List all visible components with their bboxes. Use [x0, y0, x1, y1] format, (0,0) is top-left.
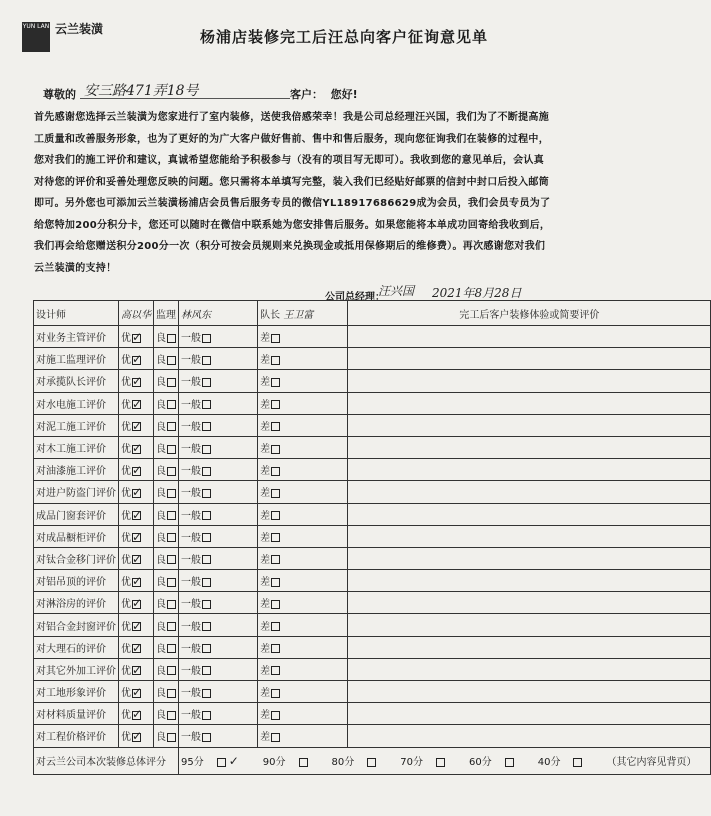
rating-option[interactable]: 一般	[179, 525, 258, 547]
row-label: 对其它外加工评价	[34, 658, 119, 680]
checkbox[interactable]	[436, 758, 445, 767]
table-row	[34, 481, 711, 503]
checkbox[interactable]	[202, 644, 211, 653]
rating-option[interactable]: 一般	[179, 503, 258, 525]
rating-option[interactable]: 良	[154, 414, 179, 436]
row-label: 对铝吊顶的评价	[34, 570, 119, 592]
checkbox[interactable]	[271, 334, 280, 343]
checkbox[interactable]	[202, 467, 211, 476]
check-mark-icon: ✓	[132, 352, 143, 367]
rating-option[interactable]: 优✓	[119, 570, 154, 592]
row-label: 对承揽队长评价	[34, 370, 119, 392]
checkbox[interactable]	[167, 644, 176, 653]
rating-option[interactable]: 优✓	[119, 547, 154, 569]
page-title: 杨浦店装修完工后汪总向客户征询意见单	[200, 28, 489, 46]
comment-cell[interactable]	[348, 636, 711, 658]
row-label: 对淋浴房的评价	[34, 592, 119, 614]
checkbox[interactable]	[167, 400, 176, 409]
rating-option[interactable]: 差	[258, 658, 348, 680]
checkbox[interactable]	[167, 555, 176, 564]
rating-option[interactable]: 差	[258, 503, 348, 525]
checkbox[interactable]	[367, 758, 376, 767]
checkbox[interactable]	[202, 511, 211, 520]
rating-option[interactable]: 差	[258, 436, 348, 458]
check-mark-icon: ✓	[132, 396, 143, 411]
checkbox[interactable]	[271, 578, 280, 587]
checkbox[interactable]	[271, 733, 280, 742]
rating-option[interactable]: 差	[258, 459, 348, 481]
row-label: 对工程价格评价	[34, 725, 119, 747]
rating-option[interactable]: 良	[154, 681, 179, 703]
rating-option[interactable]: 一般	[179, 326, 258, 348]
rating-option[interactable]: 差	[258, 636, 348, 658]
table-row	[34, 326, 711, 348]
table-row	[34, 547, 711, 569]
row-label: 对大理石的评价	[34, 636, 119, 658]
checkbox[interactable]	[167, 356, 176, 365]
score-option[interactable]: 90分	[263, 757, 320, 768]
letter-paragraph: 首先感谢您选择云兰装潢为您家进行了室内装修，送使我倍感荣幸！我是公司总经理汪兴国，我们为了不断提高施工质量和改善服务形象，也为了更好的为广大客户做好售前、售中和售后服务，现向您征询我们在装修的过程中，您对我们的施工评价和建议，真诚希望您能给予积极参与（没有的项目写无即可）。我收到您的意见单后，会认真对待您的评价和妥善处理您反映的问题。您只需将本单填写完整，装入我们已经贴好邮票的信封中封口后投入邮筒即可。另外您也可添加云兰装潢杨浦店会员售后服务专员的微信YL18917686629成为会员，我们会员专员为了给您特加200分积分卡，您还可以随时在微信中联系她为您安排售后服务。如果您能将本单成功回寄给我收到后，我们再会给您赠送积分200分一次（积分可按会员规则来兑换现金或抵用保修期后的维修费）。再次感谢您对我们云兰装潢的支持！	[34, 112, 551, 274]
checkbox[interactable]	[573, 758, 582, 767]
logo-badge: YUN LAN	[22, 22, 50, 52]
check-mark-icon: ✓	[132, 529, 143, 544]
rating-option[interactable]: 优✓	[119, 725, 154, 747]
checkbox[interactable]	[202, 422, 211, 431]
check-mark-icon: ✓	[132, 596, 143, 611]
rating-option[interactable]: 一般	[179, 570, 258, 592]
rating-option[interactable]: 优✓	[119, 392, 154, 414]
rating-option[interactable]: 差	[258, 703, 348, 725]
company-logo	[22, 22, 108, 52]
rating-option[interactable]: 良	[154, 392, 179, 414]
row-label: 对业务主管评价	[34, 326, 119, 348]
row-label: 对工地形象评价	[34, 681, 119, 703]
checkbox[interactable]	[167, 711, 176, 720]
check-mark-icon: ✓	[132, 463, 143, 478]
row-label: 对材料质量评价	[34, 703, 119, 725]
checkbox[interactable]	[217, 758, 226, 767]
row-label: 成品门窗套评价	[34, 503, 119, 525]
rating-option[interactable]: 良	[154, 481, 179, 503]
checkbox[interactable]	[271, 644, 280, 653]
table-row	[34, 459, 711, 481]
salutation: 尊敬的	[43, 88, 76, 101]
rating-option[interactable]: 差	[258, 392, 348, 414]
rating-option[interactable]: 差	[258, 414, 348, 436]
check-mark-icon: ✓	[132, 418, 143, 433]
comment-cell[interactable]	[348, 570, 711, 592]
table-row	[34, 592, 711, 614]
address-underline	[80, 98, 290, 99]
rating-option[interactable]: 一般	[179, 348, 258, 370]
comment-cell[interactable]	[348, 592, 711, 614]
row-label: 对铝合金封窗评价	[34, 614, 119, 636]
rating-option[interactable]: 差	[258, 547, 348, 569]
rating-option[interactable]: 优✓	[119, 503, 154, 525]
row-label: 对泥工施工评价	[34, 414, 119, 436]
checkbox[interactable]	[202, 533, 211, 542]
checkbox[interactable]	[202, 622, 211, 631]
greeting-text: 您好!	[330, 88, 358, 101]
checkbox[interactable]	[167, 334, 176, 343]
row-label: 对水电施工评价	[34, 392, 119, 414]
rating-option[interactable]: 差	[258, 725, 348, 747]
comment-cell[interactable]	[348, 481, 711, 503]
rating-option[interactable]: 良	[154, 614, 179, 636]
manager-signature: 汪兴国	[378, 284, 415, 298]
table-row	[34, 614, 711, 636]
checkbox[interactable]	[202, 555, 211, 564]
checkbox[interactable]	[202, 334, 211, 343]
comment-cell[interactable]	[348, 392, 711, 414]
rating-option[interactable]: 优✓	[119, 636, 154, 658]
checkbox[interactable]	[271, 555, 280, 564]
checkbox[interactable]	[202, 666, 211, 675]
rating-option[interactable]: 良	[154, 326, 179, 348]
comment-cell[interactable]	[348, 614, 711, 636]
check-mark-icon: ✓	[132, 330, 143, 345]
checkbox[interactable]	[505, 758, 514, 767]
rating-option[interactable]: 良	[154, 436, 179, 458]
check-mark-icon: ✓	[132, 729, 143, 744]
rating-option[interactable]: 良	[154, 570, 179, 592]
rating-option[interactable]: 优✓	[119, 658, 154, 680]
rating-option[interactable]: 优✓	[119, 681, 154, 703]
checkbox[interactable]	[167, 578, 176, 587]
checkbox[interactable]	[167, 533, 176, 542]
checkbox[interactable]	[167, 622, 176, 631]
rating-option[interactable]: 差	[258, 481, 348, 503]
checkbox[interactable]	[271, 600, 280, 609]
checkbox[interactable]	[167, 666, 176, 675]
rating-option[interactable]: 差	[258, 370, 348, 392]
rating-option[interactable]: 优✓	[119, 481, 154, 503]
table-row	[34, 636, 711, 658]
checkbox[interactable]	[202, 489, 211, 498]
rating-option[interactable]: 一般	[179, 592, 258, 614]
rating-option[interactable]: 优✓	[119, 414, 154, 436]
check-mark-icon: ✓	[132, 662, 143, 677]
row-label: 对成品橱柜评价	[34, 525, 119, 547]
rating-option[interactable]: 一般	[179, 614, 258, 636]
row-label: 对施工监理评价	[34, 348, 119, 370]
checkbox[interactable]	[202, 711, 211, 720]
check-mark-icon: ✓	[132, 707, 143, 722]
checkbox[interactable]	[167, 733, 176, 742]
checkbox[interactable]	[271, 445, 280, 454]
checkbox[interactable]	[167, 445, 176, 454]
supervisor-label: 监理	[154, 301, 179, 326]
overall-label: 对云兰公司本次装修总体评分	[34, 747, 179, 774]
comment-cell[interactable]	[348, 326, 711, 348]
rating-option[interactable]: 良	[154, 703, 179, 725]
score-option[interactable]: 60分	[469, 757, 526, 768]
rating-option[interactable]: 差	[258, 570, 348, 592]
checkbox[interactable]	[202, 356, 211, 365]
checkbox[interactable]	[167, 467, 176, 476]
rating-option[interactable]: 差	[258, 681, 348, 703]
rating-option[interactable]: 一般	[179, 703, 258, 725]
rating-option[interactable]: 一般	[179, 636, 258, 658]
rating-option[interactable]: 良	[154, 525, 179, 547]
checkbox[interactable]	[167, 489, 176, 498]
check-mark-icon: ✓	[132, 618, 143, 633]
comment-cell[interactable]	[348, 414, 711, 436]
table-row	[34, 681, 711, 703]
checkbox[interactable]	[271, 711, 280, 720]
table-row	[34, 348, 711, 370]
checkbox[interactable]	[202, 578, 211, 587]
row-label: 对木工施工评价	[34, 436, 119, 458]
checkbox[interactable]	[271, 467, 280, 476]
checkbox[interactable]	[202, 600, 211, 609]
overall-score-row	[34, 747, 711, 774]
table-row	[34, 725, 711, 747]
checkbox[interactable]	[202, 400, 211, 409]
rating-option[interactable]: 优✓	[119, 459, 154, 481]
comment-cell[interactable]	[348, 503, 711, 525]
table-row	[34, 570, 711, 592]
table-row	[34, 525, 711, 547]
rating-option[interactable]: 差	[258, 525, 348, 547]
checkbox[interactable]	[167, 511, 176, 520]
checkbox[interactable]	[271, 356, 280, 365]
rating-option[interactable]: 优✓	[119, 436, 154, 458]
comment-cell[interactable]	[348, 547, 711, 569]
check-mark-icon: ✓	[132, 441, 143, 456]
rating-option[interactable]: 一般	[179, 725, 258, 747]
checkbox[interactable]	[271, 422, 280, 431]
rating-option[interactable]: 一般	[179, 547, 258, 569]
table-row	[34, 370, 711, 392]
overall-scores	[179, 747, 711, 774]
check-mark-icon: ✓	[132, 685, 143, 700]
designer-name[interactable]: 高以华	[119, 301, 154, 326]
rating-option[interactable]: 差	[258, 326, 348, 348]
checkbox[interactable]	[202, 733, 211, 742]
checkbox[interactable]	[202, 445, 211, 454]
comment-cell[interactable]	[348, 370, 711, 392]
sign-date: 2021年8月28日	[432, 286, 522, 300]
rating-option[interactable]: 一般	[179, 481, 258, 503]
table-row	[34, 392, 711, 414]
checkbox[interactable]	[271, 622, 280, 631]
comment-cell[interactable]	[348, 525, 711, 547]
checkbox[interactable]	[167, 378, 176, 387]
row-label: 对油漆施工评价	[34, 459, 119, 481]
rating-option[interactable]: 一般	[179, 370, 258, 392]
score-option[interactable]: 80分	[332, 757, 389, 768]
rating-option[interactable]: 一般	[179, 681, 258, 703]
rating-option[interactable]: 差	[258, 614, 348, 636]
checkbox[interactable]	[271, 378, 280, 387]
rating-option[interactable]: 一般	[179, 392, 258, 414]
rating-option[interactable]: 良	[154, 370, 179, 392]
check-mark-icon: ✓	[132, 551, 143, 566]
checkbox[interactable]	[167, 600, 176, 609]
table-header	[34, 301, 711, 326]
table-row	[34, 414, 711, 436]
table-row	[34, 436, 711, 458]
rating-option[interactable]: 良	[154, 348, 179, 370]
checkbox[interactable]	[271, 511, 280, 520]
row-label: 对进户防盗门评价	[34, 481, 119, 503]
checkbox[interactable]	[167, 689, 176, 698]
check-mark-icon: ✓	[132, 374, 143, 389]
check-mark-icon: ✓	[132, 485, 143, 500]
greeting	[290, 86, 358, 102]
rating-option[interactable]: 良	[154, 636, 179, 658]
check-mark-icon: ✓	[228, 754, 239, 769]
rating-option[interactable]: 优✓	[119, 348, 154, 370]
rating-option[interactable]: 一般	[179, 658, 258, 680]
check-mark-icon: ✓	[132, 574, 143, 589]
overall-note: （其它内容见背页）	[606, 757, 697, 769]
rating-option[interactable]: 优✓	[119, 703, 154, 725]
rating-option[interactable]: 良	[154, 459, 179, 481]
check-mark-icon: ✓	[132, 507, 143, 522]
rating-option[interactable]: 优✓	[119, 592, 154, 614]
comment-cell[interactable]	[348, 658, 711, 680]
address-field[interactable]: 安三路471弄18号	[84, 83, 199, 99]
score-option[interactable]: 40分	[538, 757, 595, 768]
comment-cell[interactable]	[348, 436, 711, 458]
leader-label: 队长 王卫富	[258, 301, 348, 326]
table-row	[34, 503, 711, 525]
checkbox[interactable]	[167, 422, 176, 431]
score-option[interactable]: 95分 ✓	[181, 754, 239, 769]
rating-table	[33, 300, 711, 775]
checkbox[interactable]	[271, 489, 280, 498]
comment-cell[interactable]	[348, 703, 711, 725]
rating-option[interactable]: 一般	[179, 436, 258, 458]
comment-cell[interactable]	[348, 348, 711, 370]
rating-option[interactable]: 优✓	[119, 326, 154, 348]
score-option[interactable]: 70分	[400, 757, 457, 768]
rating-option[interactable]: 良	[154, 503, 179, 525]
comment-cell[interactable]	[348, 459, 711, 481]
checkbox[interactable]	[271, 689, 280, 698]
rating-option[interactable]: 差	[258, 592, 348, 614]
row-label: 对钛合金移门评价	[34, 547, 119, 569]
rating-option[interactable]: 优✓	[119, 370, 154, 392]
comment-header: 完工后客户装修体验或简要评价	[348, 301, 711, 326]
rating-option[interactable]: 差	[258, 348, 348, 370]
checkbox[interactable]	[271, 400, 280, 409]
rating-option[interactable]: 良	[154, 658, 179, 680]
checkbox[interactable]	[271, 666, 280, 675]
logo-text: 云兰装潢	[55, 22, 104, 36]
rating-option[interactable]: 良	[154, 592, 179, 614]
checkbox[interactable]	[202, 378, 211, 387]
supervisor-name[interactable]: 林风东	[179, 301, 258, 326]
rating-option[interactable]: 优✓	[119, 525, 154, 547]
manager-label: 公司总经理：	[325, 292, 385, 303]
comment-cell[interactable]	[348, 725, 711, 747]
rating-option[interactable]: 优✓	[119, 614, 154, 636]
comment-cell[interactable]	[348, 681, 711, 703]
designer-label: 设计师	[34, 301, 119, 326]
rating-option[interactable]: 良	[154, 725, 179, 747]
rating-option[interactable]: 一般	[179, 459, 258, 481]
rating-option[interactable]: 一般	[179, 414, 258, 436]
check-mark-icon: ✓	[132, 640, 143, 655]
rating-option[interactable]: 良	[154, 547, 179, 569]
table-row	[34, 658, 711, 680]
checkbox[interactable]	[299, 758, 308, 767]
checkbox[interactable]	[202, 689, 211, 698]
checkbox[interactable]	[271, 533, 280, 542]
customer-label: 客户：	[290, 88, 323, 101]
table-row	[34, 703, 711, 725]
